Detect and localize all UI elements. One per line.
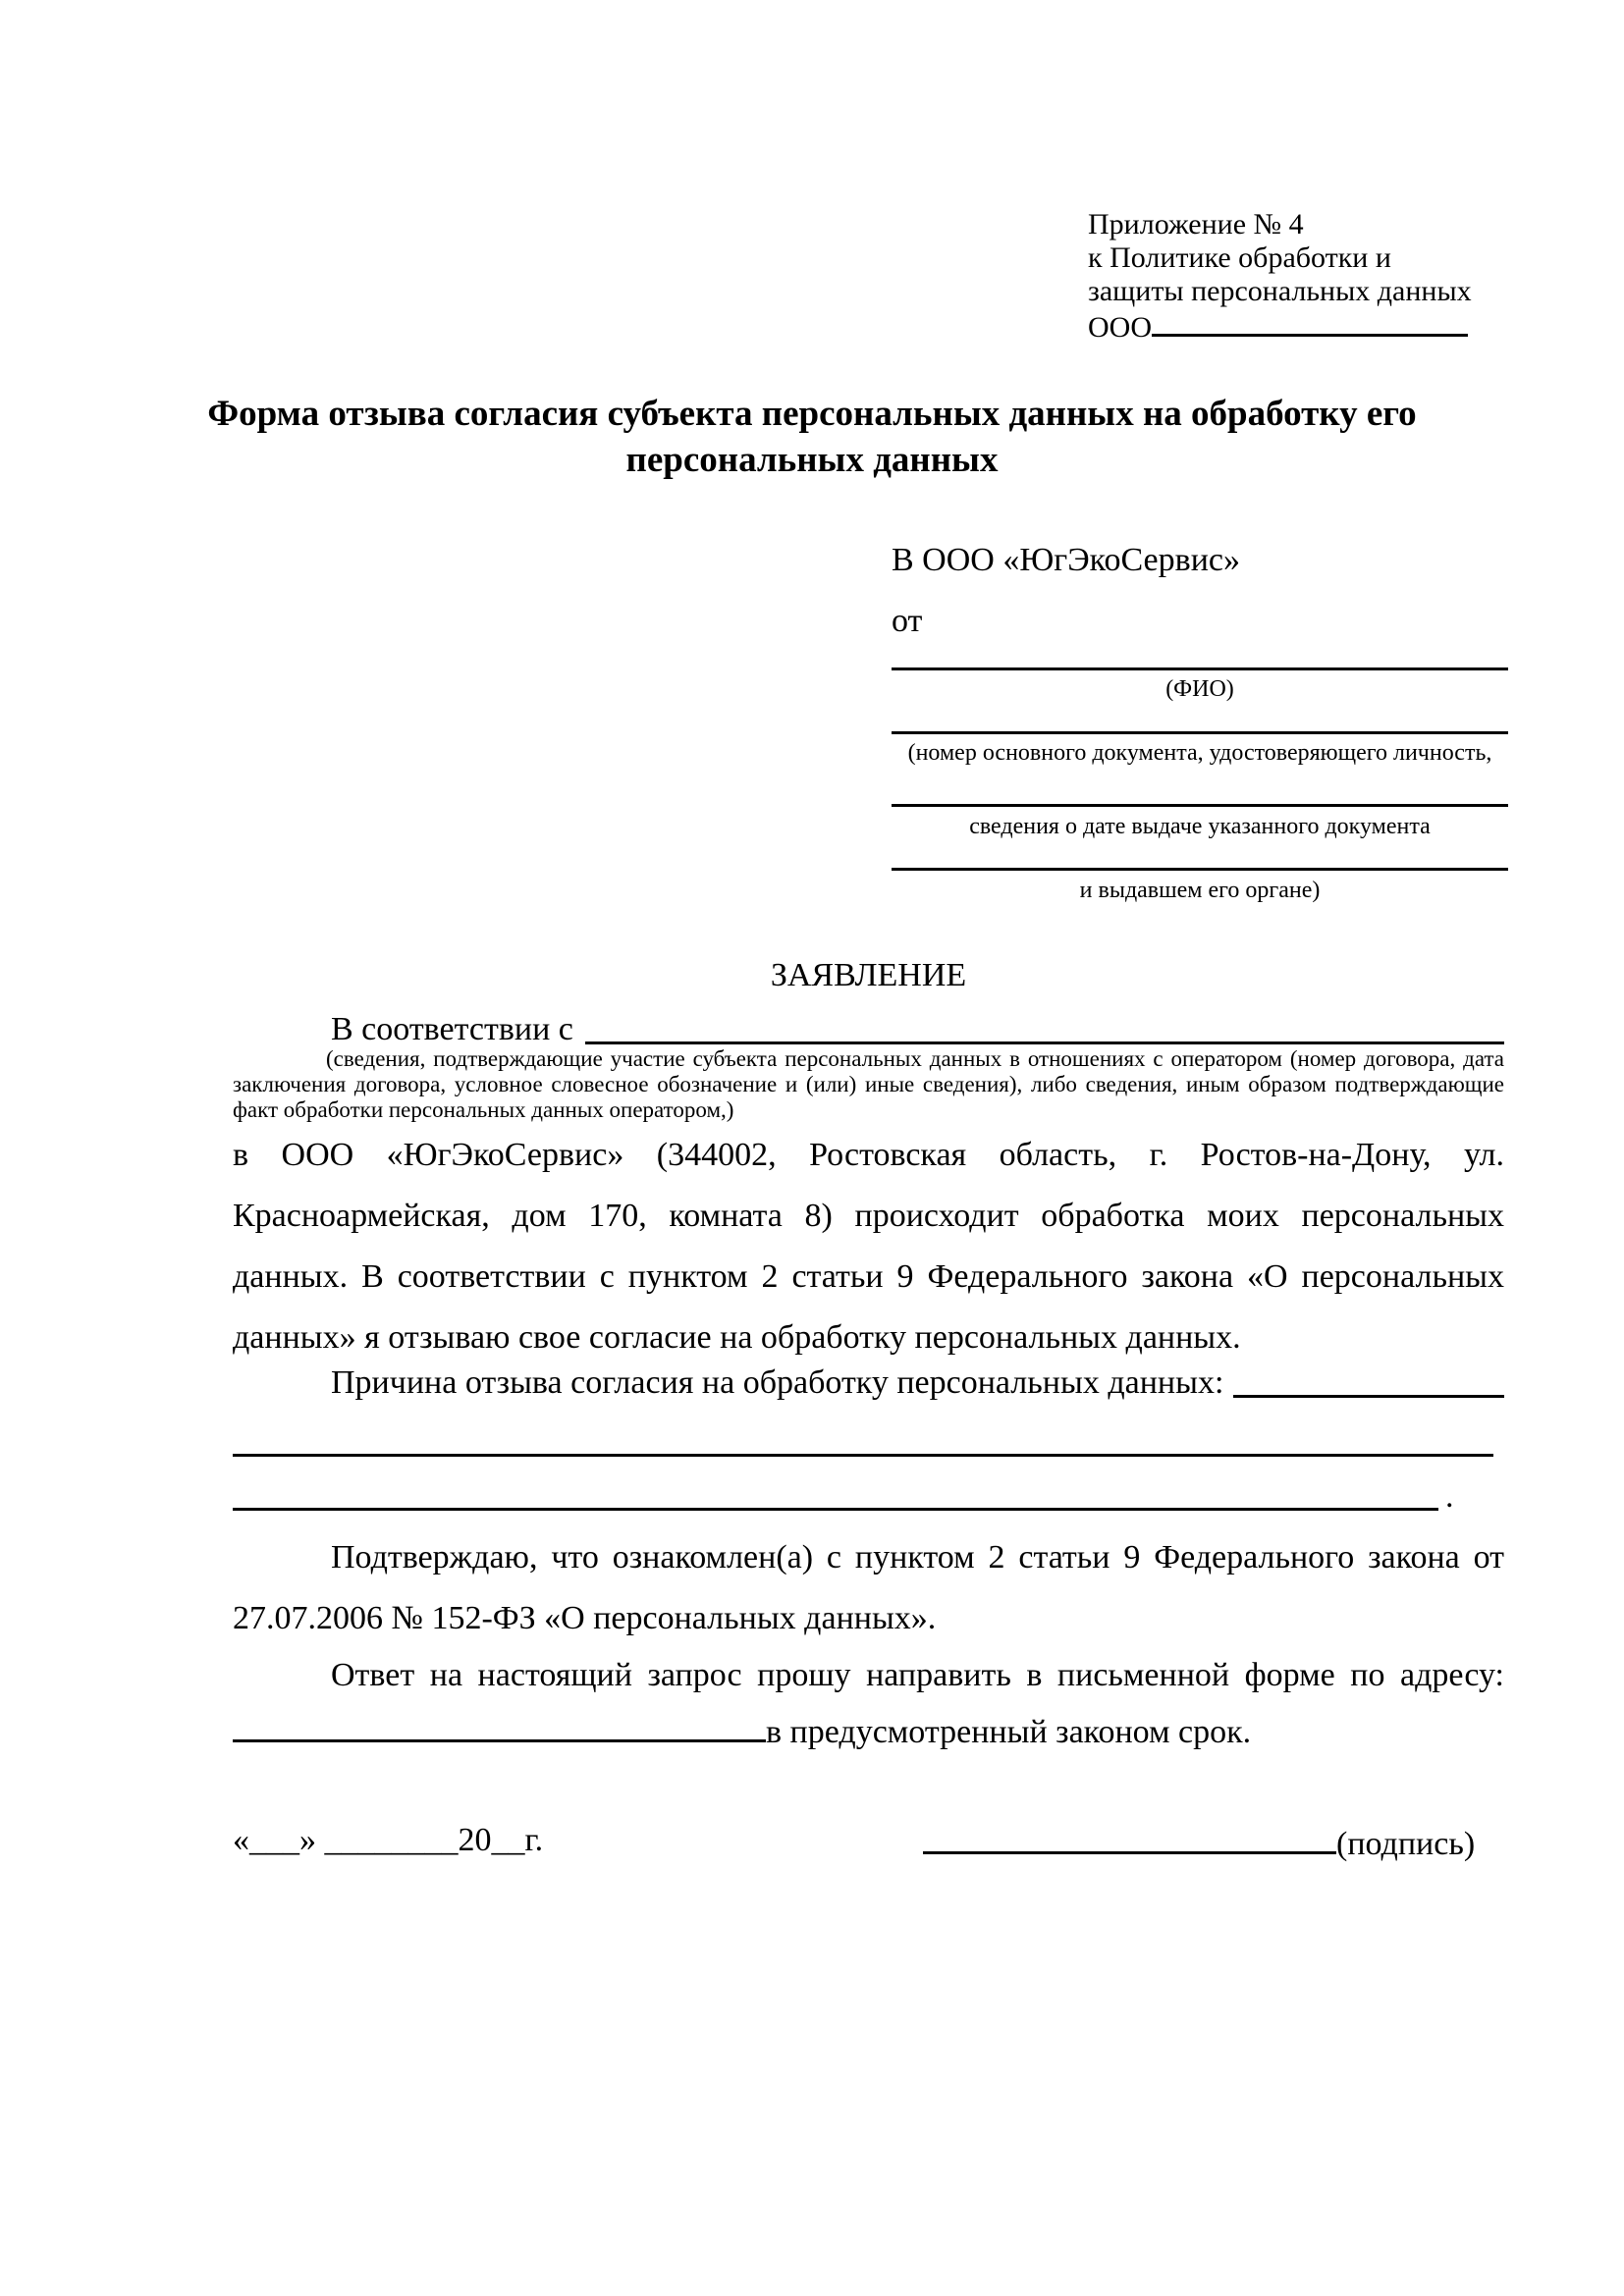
form-title: Форма отзыва согласия субъекта персональных данных на обработку его персональных данных: [207, 394, 1417, 480]
doc-date-caption: сведения о дате выдаче указанного документа: [969, 814, 1431, 839]
appendix-line-4: [1088, 308, 1520, 345]
reason-line: [233, 1364, 1504, 1402]
signature-block: [923, 1822, 1475, 1863]
appendix-line-1: Приложение № 4: [1088, 208, 1304, 240]
doc-issuer-blank-line: [892, 868, 1508, 871]
reply-address-blank-line: [233, 1710, 766, 1742]
appendix-line-3: защиты персональных данных: [1088, 275, 1472, 307]
accordance-blank-line: [585, 1012, 1504, 1044]
appendix-block: [1088, 208, 1520, 345]
statement-heading: ЗАЯВЛЕНИЕ: [770, 957, 967, 993]
doc-number-blank-line: [892, 731, 1508, 734]
accordance-prefix: В соответствии с: [331, 1011, 573, 1047]
reason-terminator: .: [1445, 1478, 1454, 1515]
ooo-blank-line: [1152, 308, 1468, 337]
ooo-prefix: ООО: [1088, 311, 1152, 344]
fio-blank-line: [892, 667, 1508, 670]
appendix-line-2: к Политике обработки и: [1088, 241, 1391, 274]
reply-suffix: в предусмотренный законом срок.: [766, 1714, 1252, 1750]
body-paragraph: в ООО «ЮгЭкоСервис» (344002, Ростовская область, г. Ростов-на-Дону, ул. Красноармейская, дом 170, комната 8) происходит обработка моих персональных данных. В соответствии с пунктом 2 статьи 9 Федерального закона «О персональных данных» я отзываю свое согласие на обработку персональных данных.: [233, 1137, 1504, 1356]
accordance-line: [233, 1011, 1504, 1048]
reason-blank-line-2: [233, 1508, 1438, 1511]
fio-caption: (ФИО): [1165, 676, 1234, 702]
doc-date-blank-line: [892, 804, 1508, 807]
reply-request-line: Ответ на настоящий запрос прошу направить в письменной форме по адресу:: [331, 1657, 1504, 1693]
reason-blank-line-1: [233, 1454, 1493, 1457]
accordance-note: (сведения, подтверждающие участие субъекта персональных данных в отношениях с оператором (номер договора, дата заключения договора, условное словесное обозначение и (или) иные сведения), либо сведения, иным образом подтверждающие факт обработки персональных данных оператором,): [233, 1046, 1504, 1122]
signature-blank-line: [923, 1822, 1336, 1854]
doc-issuer-caption: и выдавшем его органе): [1079, 878, 1321, 903]
addressee-to: В ООО «ЮгЭкоСервис»: [892, 542, 1240, 578]
date-line: «___» ________20__г.: [233, 1822, 544, 1858]
reason-blank-inline: [1233, 1365, 1504, 1398]
signature-label: (подпись): [1336, 1826, 1476, 1862]
doc-number-caption: (номер основного документа, удостоверяющего личность,: [907, 740, 1492, 766]
reason-prefix: Причина отзыва согласия на обработку персональных данных:: [331, 1364, 1224, 1401]
reply-address-line: [233, 1710, 1504, 1751]
addressee-from-label: от: [892, 603, 923, 639]
confirm-paragraph: Подтверждаю, что ознакомлен(а) с пунктом 2 статьи 9 Федерального закона от 27.07.2006 № 152-ФЗ «О персональных данных».: [233, 1539, 1504, 1636]
